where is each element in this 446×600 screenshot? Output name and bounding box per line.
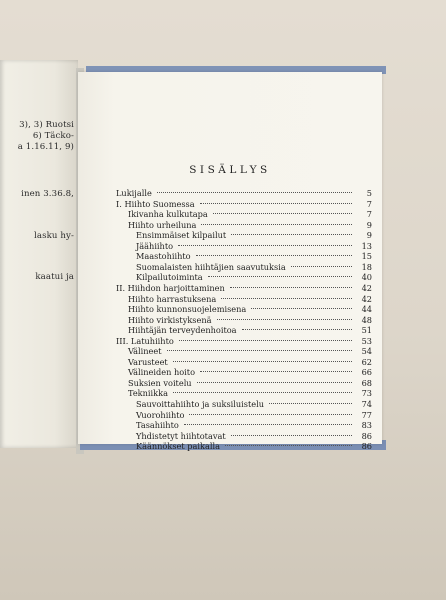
toc-leader-dots [201, 223, 352, 225]
toc-entry-label: Hiihto kunnonsuojelemisena [128, 304, 247, 315]
toc-entry-label: III. Latuhiihto [116, 335, 174, 346]
toc-entry-label: Hiihtäjän terveydenhoitoa [128, 325, 237, 336]
toc-entry [128, 357, 372, 367]
toc-entry-label: Hiihto urheiluna [128, 219, 197, 230]
toc-leader-dots [196, 254, 352, 256]
toc-entry-label: Välineiden hoito [128, 367, 196, 378]
toc-entry [128, 325, 372, 335]
toc-entry-page: 42 [361, 282, 372, 293]
toc-entry [136, 251, 372, 261]
toc-leader-dots [291, 265, 352, 267]
toc-leader-dots [157, 191, 352, 193]
left-page [0, 60, 78, 448]
toc-entry [128, 294, 372, 304]
toc-entry-page: 53 [361, 335, 372, 346]
toc-leader-dots [173, 391, 352, 393]
toc-entry-label: Vuorohiihto [136, 409, 185, 420]
left-page-text-line: lasku hy- [34, 231, 74, 241]
toc-entry [136, 241, 372, 251]
toc-entry-label: I. Hiihto Suomessa [116, 198, 195, 209]
toc-leader-dots [251, 307, 352, 309]
toc-entry-label: II. Hiihdon harjoittaminen [116, 282, 225, 293]
toc-entry [136, 431, 372, 441]
toc-entry-label: Varusteet [128, 356, 168, 367]
toc-entry-label: Kilpailutoiminta [136, 272, 203, 283]
toc-entry-page: 51 [361, 325, 372, 336]
toc-entry [128, 346, 372, 356]
toc-entry-page: 44 [361, 304, 372, 315]
toc-entry-page: 7 [366, 209, 372, 220]
toc-entry-label: Välineet [128, 346, 162, 357]
toc-entry [116, 283, 372, 293]
left-page-text-line: a 1.16.11, 9) [17, 142, 74, 152]
toc-entry [128, 388, 372, 398]
toc-entry-label: Yhdistetyt hiihtotavat [136, 430, 226, 441]
toc-entry-page: 86 [361, 441, 372, 452]
toc-leader-dots [231, 434, 352, 436]
toc-entry-page: 48 [361, 314, 372, 325]
toc-entry-label: Sauvoittahiihto ja suksiluistelu [136, 399, 265, 409]
toc-entry-label: Ikivanha kulkutapa [128, 209, 208, 220]
left-page-text-line: 3), 3) Ruotsi [19, 120, 74, 130]
toc-entry [116, 336, 372, 346]
toc-entry-page: 74 [361, 399, 372, 409]
toc-entry-label: Suksien voitelu [128, 377, 192, 388]
toc-entry [136, 230, 372, 240]
toc-entry-page: 86 [361, 430, 372, 441]
toc-leader-dots [221, 297, 352, 299]
toc-entry [128, 378, 372, 388]
toc-leader-dots [225, 444, 352, 446]
toc-entry [136, 410, 372, 420]
toc-entry [136, 441, 372, 451]
toc-entry [136, 420, 372, 430]
toc-page [78, 72, 382, 452]
toc-leader-dots [217, 318, 353, 320]
toc-entry [136, 399, 372, 409]
toc-entry-label: Hiihto harrastuksena [128, 293, 217, 304]
toc-entry-page: 66 [361, 367, 372, 378]
toc-entry-label: Ensimmäiset kilpailut [136, 230, 227, 241]
toc-entry-label: Tasahiihto [136, 420, 179, 431]
toc-entry [128, 315, 372, 325]
toc-entry [128, 367, 372, 377]
toc-entry-page: 9 [366, 219, 372, 230]
toc-entry [116, 188, 372, 198]
toc-entry-label: Tekniikka [128, 388, 168, 399]
left-page-text-line: inen 3.36.8, [21, 189, 74, 199]
left-page-text-line: 6) Täcko- [32, 131, 74, 141]
toc-leader-dots [200, 370, 352, 372]
toc-entry-page: 62 [361, 356, 372, 367]
toc-entry-page: 13 [361, 240, 372, 251]
toc-leader-dots [230, 286, 352, 288]
toc-entry-page: 73 [361, 388, 372, 399]
toc-leader-dots [231, 233, 352, 235]
toc-leader-dots [200, 202, 352, 204]
toc-entry-page: 9 [366, 230, 372, 241]
toc-entry-page: 5 [366, 188, 372, 198]
toc-entry-page: 42 [361, 293, 372, 304]
toc-entry-page: 83 [361, 420, 372, 431]
toc-entry-page: 77 [361, 409, 372, 420]
toc-leader-dots [269, 402, 352, 404]
toc-entry-page: 7 [366, 198, 372, 209]
toc-entry-page: 18 [361, 261, 372, 272]
toc-entry-page: 54 [361, 346, 372, 357]
toc-entry-label: Lukijalle [116, 188, 152, 198]
toc-leader-dots [173, 360, 352, 362]
toc-entry [136, 262, 372, 272]
toc-leader-dots [184, 423, 352, 425]
toc-leader-dots [179, 339, 352, 341]
toc-entry-label: Suomalaisten hiihtäjien saavutuksia [136, 261, 286, 272]
toc-leader-dots [178, 244, 352, 246]
toc-leader-dots [167, 349, 352, 351]
toc-leader-dots [189, 413, 352, 415]
toc-entry-label: Käännökset paikalla [136, 441, 220, 452]
toc-leader-dots [208, 275, 352, 277]
toc-leader-dots [242, 328, 352, 330]
toc-entry-label: Maastohiihto [136, 251, 191, 262]
toc-entry-page: 40 [361, 272, 372, 283]
toc-entry [128, 304, 372, 314]
toc-entry-page: 68 [361, 377, 372, 388]
toc-leader-dots [213, 212, 352, 214]
toc-entry-label: Jäähiihto [136, 240, 174, 251]
toc-entry-page: 15 [361, 251, 372, 262]
toc-entry [136, 272, 372, 282]
toc-entry [128, 209, 372, 219]
toc-leader-dots [197, 381, 352, 383]
toc-entry [116, 199, 372, 209]
left-page-text-line: kaatui ja [35, 272, 74, 282]
toc-title: SISÄLLYS [189, 164, 271, 176]
toc-entry [128, 220, 372, 230]
toc-entry-label: Hiihto virkistyksenä [128, 314, 212, 325]
